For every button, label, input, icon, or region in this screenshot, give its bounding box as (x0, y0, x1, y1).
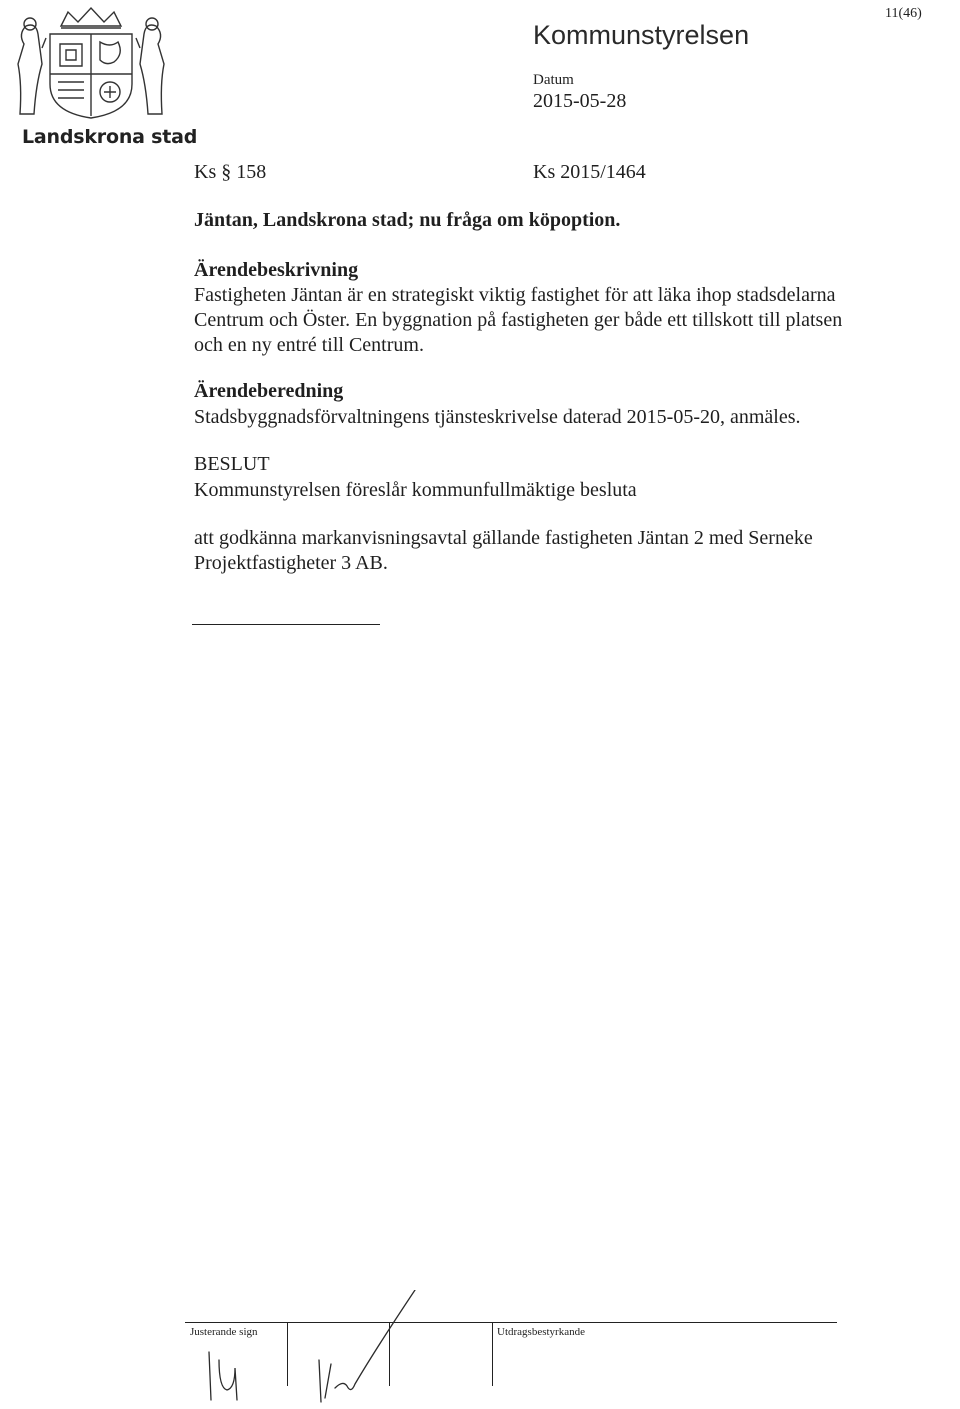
description-line: Fastigheten Jäntan är en strategiskt viktig fastighet för att läka ihop stadsdelarna (194, 284, 836, 306)
preparation-heading: Ärendeberedning (194, 380, 344, 402)
separator-rule (192, 624, 380, 625)
description-line: Centrum och Öster. En byggnation på fastigheten ger både ett tillskott till platsen (194, 309, 843, 331)
document-title: Kommunstyrelsen (533, 20, 750, 50)
coat-of-arms-logo (6, 4, 176, 122)
decision-line: att godkänna markanvisningsavtal gällande fastigheten Jäntan 2 med Serneke (194, 527, 813, 549)
preparation-line: Stadsbyggnadsförvaltningens tjänsteskrivelse daterad 2015-05-20, anmäles. (194, 406, 801, 428)
matter-heading: Jäntan, Landskrona stad; nu fråga om köpoption. (194, 209, 621, 231)
description-heading: Ärendebeskrivning (194, 259, 359, 281)
decision-line: Projektfastigheter 3 AB. (194, 552, 388, 574)
signature-box-divider (492, 1322, 493, 1386)
decision-heading: BESLUT (194, 453, 270, 475)
handwritten-initials (195, 1290, 435, 1409)
date-value: 2015-05-28 (533, 90, 627, 112)
page-number: 11(46) (885, 6, 922, 21)
case-number: Ks 2015/1464 (533, 161, 646, 183)
paragraph-number: Ks § 158 (194, 161, 267, 183)
date-label: Datum (533, 72, 574, 88)
decision-intro: Kommunstyrelsen föreslår kommunfullmäktige besluta (194, 479, 637, 501)
description-line: och en ny entré till Centrum. (194, 334, 424, 356)
extract-certification-label: Utdragsbestyrkande (497, 1326, 585, 1338)
organization-name: Landskrona stad (22, 126, 198, 148)
adjusting-sign-label: Justerande sign (190, 1326, 258, 1338)
